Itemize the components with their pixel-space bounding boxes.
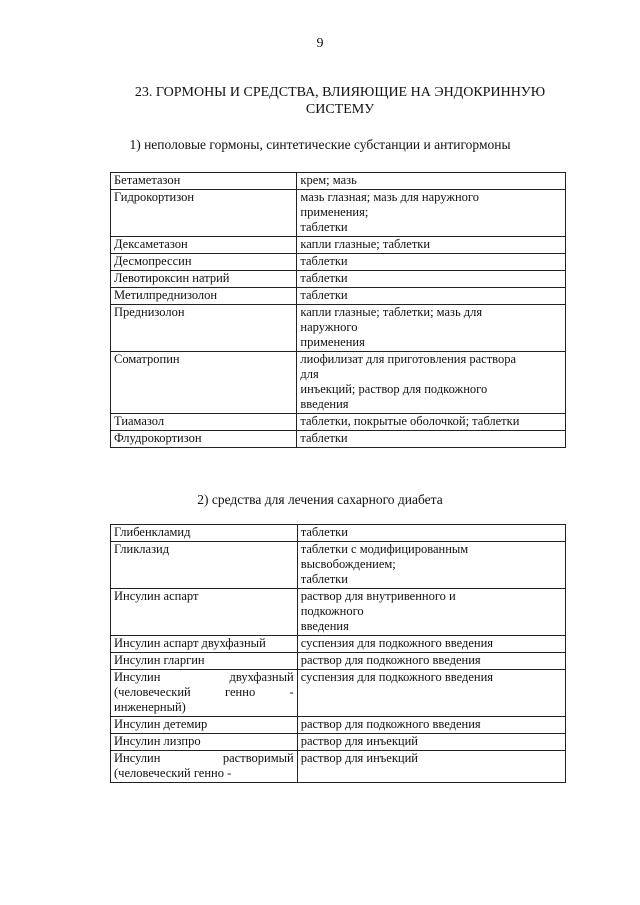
dosage-form-line: раствор для инъекций	[300, 751, 418, 765]
dosage-form-cell	[297, 751, 565, 783]
dosage-form-line: таблетки	[300, 431, 348, 445]
drug-name-cell	[111, 190, 297, 237]
dosage-form-line: для	[300, 367, 319, 381]
drug-name-line: Левотироксин натрий	[114, 271, 230, 285]
drug-name-cell	[111, 542, 298, 589]
drug-name-cell	[111, 653, 298, 670]
dosage-form-line: капли глазные; таблетки	[300, 237, 431, 251]
drug-name-line: Инсулин аспарт двухфазный	[114, 636, 266, 650]
table-row	[111, 717, 566, 734]
table-row	[111, 653, 566, 670]
dosage-form-line: применения	[300, 335, 365, 349]
drug-name-cell	[111, 352, 297, 414]
drug-name-line: Гликлазид	[114, 542, 170, 556]
diabetes-table	[110, 524, 566, 783]
table-row	[111, 237, 566, 254]
dosage-form-line: суспензия для подкожного введения	[300, 670, 494, 684]
drug-name-cell	[111, 254, 297, 271]
dosage-form-line: мазь глазная; мазь для наружного	[300, 190, 479, 204]
drug-name-line: Флудрокортизон	[114, 431, 202, 445]
dosage-form-line: раствор для подкожного введения	[300, 653, 481, 667]
drug-name-cell	[111, 670, 298, 717]
drug-name-line: Глибенкламид	[114, 525, 191, 539]
dosage-form-cell	[297, 254, 566, 271]
drug-name-line: Инсулин лизпро	[114, 734, 201, 748]
dosage-form-line: раствор для инъекций	[300, 734, 418, 748]
dosage-form-line: наружного	[300, 320, 358, 334]
table-row	[111, 670, 566, 717]
dosage-form-line: инъекций; раствор для подкожного	[300, 382, 488, 396]
subsection-title-diabetes: 2) средства для лечения сахарного диабета	[197, 492, 443, 507]
table-row	[111, 751, 566, 783]
drug-name-line: Преднизолон	[114, 305, 185, 319]
dosage-form-line: введения	[300, 397, 349, 411]
table-row	[111, 636, 566, 653]
dosage-form-cell	[297, 653, 565, 670]
dosage-form-line: капли глазные; таблетки; мазь для	[300, 305, 483, 319]
drug-name-line: Инсулин аспарт	[114, 589, 199, 603]
dosage-form-line: таблетки	[300, 254, 348, 268]
drug-name-line: Соматропин	[114, 352, 180, 366]
subsection-title-hormones: 1) неполовые гормоны, синтетические субстанции и антигормоны	[129, 137, 511, 152]
dosage-form-line: высвобождением;	[300, 557, 396, 571]
drug-name-line: (человеческий генно -	[114, 685, 294, 699]
dosage-form-cell	[297, 305, 566, 352]
drug-name-cell	[111, 589, 298, 636]
dosage-form-line: суспензия для подкожного введения	[300, 636, 494, 650]
drug-name-line: Тиамазол	[114, 414, 165, 428]
table-row	[111, 288, 566, 305]
drug-name-cell	[111, 173, 297, 190]
dosage-form-line: таблетки	[300, 288, 348, 302]
dosage-form-cell	[297, 717, 565, 734]
table-row	[111, 589, 566, 636]
drug-name-cell	[111, 717, 298, 734]
table-row	[111, 190, 566, 237]
drug-name-line: Инсулин гларгин	[114, 653, 205, 667]
dosage-form-line: введения	[300, 619, 349, 633]
dosage-form-line: таблетки	[300, 525, 348, 539]
table-row	[111, 525, 566, 542]
table-row	[111, 542, 566, 589]
dosage-form-cell	[297, 734, 565, 751]
dosage-form-line: таблетки	[300, 220, 348, 234]
dosage-form-line: лиофилизат для приготовления раствора	[300, 352, 517, 366]
dosage-form-cell	[297, 173, 566, 190]
dosage-form-cell	[297, 237, 566, 254]
drug-name-line: Бетаметазон	[114, 173, 181, 187]
dosage-form-line: применения;	[300, 205, 369, 219]
dosage-form-line: таблетки, покрытые оболочкой; таблетки	[300, 414, 520, 428]
drug-name-cell	[111, 734, 298, 751]
dosage-form-line: раствор для внутривенного и	[300, 589, 456, 603]
drug-name-cell	[111, 431, 297, 448]
table-row	[111, 305, 566, 352]
drug-name-cell	[111, 751, 298, 783]
dosage-form-line: таблетки с модифицированным	[300, 542, 469, 556]
drug-name-line: Дексаметазон	[114, 237, 188, 251]
dosage-form-cell	[297, 525, 565, 542]
dosage-form-cell	[297, 589, 565, 636]
hormones-table	[110, 172, 566, 448]
drug-name-line: Десмопрессин	[114, 254, 192, 268]
drug-name-line: (человеческий генно -	[114, 766, 232, 780]
dosage-form-cell	[297, 431, 566, 448]
section-heading-line2: СИСТЕМУ	[305, 102, 375, 117]
drug-name-cell	[111, 288, 297, 305]
table-row	[111, 254, 566, 271]
drug-name-line: Инсулин двухфазный	[114, 670, 294, 684]
dosage-form-cell	[297, 352, 566, 414]
dosage-form-cell	[297, 636, 565, 653]
drug-name-cell	[111, 237, 297, 254]
drug-name-cell	[111, 636, 298, 653]
dosage-form-cell	[297, 190, 566, 237]
drug-name-line: инженерный)	[114, 700, 186, 714]
dosage-form-line: подкожного	[300, 604, 364, 618]
dosage-form-cell	[297, 288, 566, 305]
dosage-form-line: таблетки	[300, 572, 348, 586]
section-heading	[110, 84, 570, 118]
dosage-form-cell	[297, 271, 566, 288]
drug-name-cell	[111, 271, 297, 288]
dosage-form-line: крем; мазь	[300, 173, 357, 187]
table-row	[111, 414, 566, 431]
dosage-form-cell	[297, 414, 566, 431]
section-heading-line1: 23. ГОРМОНЫ И СРЕДСТВА, ВЛИЯЮЩИЕ НА ЭНДОКРИННУЮ	[134, 85, 546, 100]
drug-name-line: Инсулин детемир	[114, 717, 208, 731]
drug-name-cell	[111, 525, 298, 542]
drug-name-line: Гидрокортизон	[114, 190, 195, 204]
table-row	[111, 431, 566, 448]
table-row	[111, 352, 566, 414]
table-row	[111, 271, 566, 288]
drug-name-cell	[111, 305, 297, 352]
dosage-form-cell	[297, 670, 565, 717]
dosage-form-cell	[297, 542, 565, 589]
table-row	[111, 734, 566, 751]
dosage-form-line: таблетки	[300, 271, 348, 285]
drug-name-line: Метилпреднизолон	[114, 288, 218, 302]
page-number: 9	[316, 36, 324, 51]
table-row	[111, 173, 566, 190]
drug-name-cell	[111, 414, 297, 431]
dosage-form-line: раствор для подкожного введения	[300, 717, 481, 731]
drug-name-line: Инсулин растворимый	[114, 751, 294, 765]
